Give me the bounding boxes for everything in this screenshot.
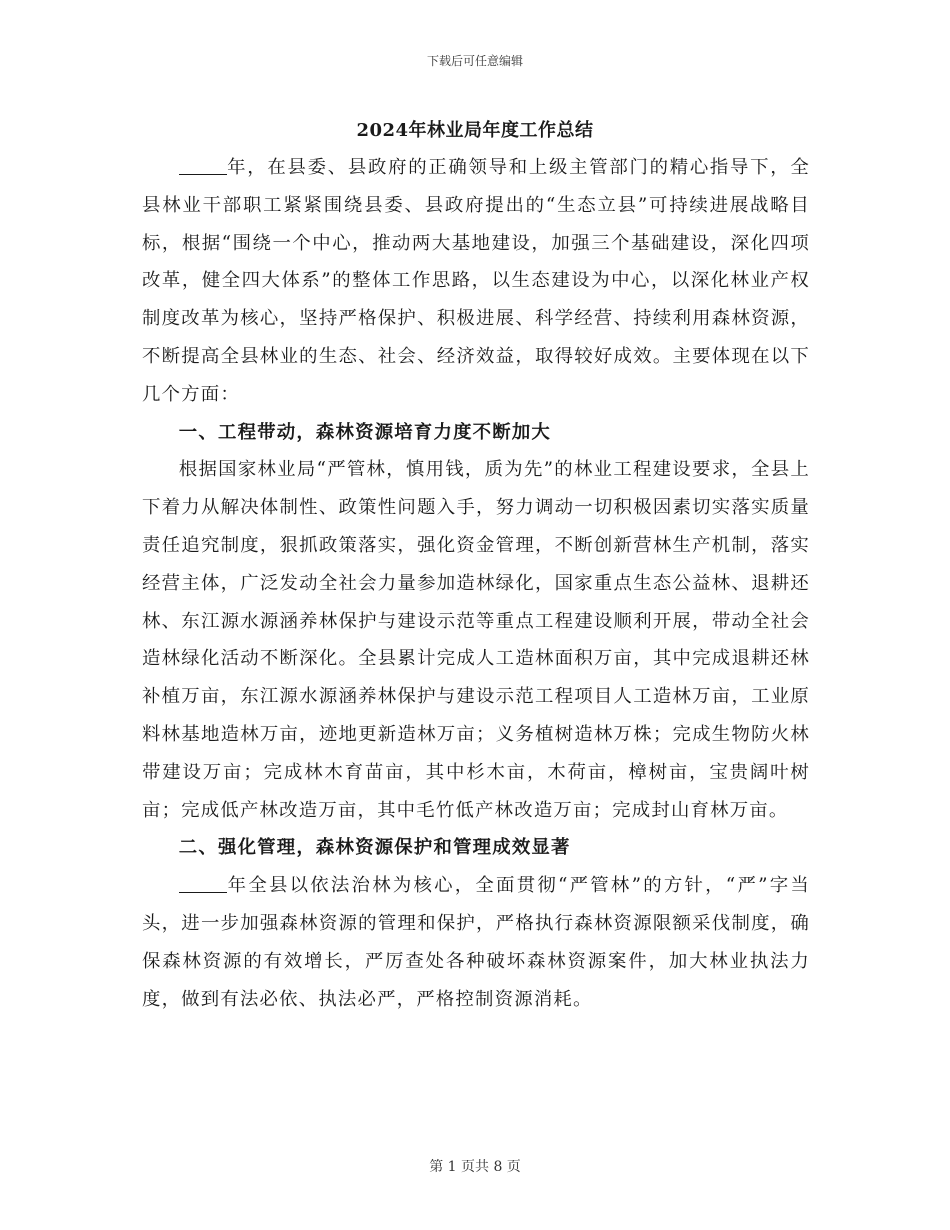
document-title: 2024年林业局年度工作总结 — [356, 120, 594, 141]
section2-heading: 二、强化管理，森林资源保护和管理成效显著 — [178, 837, 571, 859]
section2-paragraph — [142, 867, 810, 1018]
intro-blank — [179, 156, 227, 175]
header-note: 下载后可任意编辑 — [426, 54, 523, 68]
intro-text: 年，在县委、县政府的正确领导和上级主管部门的精心指导下，全县林业干部职工紧紧围绕县委、县政府提出的“生态立县”可持续进展战略目标，根据“围绕一个中心，推动两大基地建设，加强三个基础建设，深化四项改革，健全四大体系”的整体工作思路，以生态建设为中心，以深化林业产权制度改革为核心，坚持严格保护、积极进展、科学经营、持续利用森林资源，不断提高全县林业的生态、社会、经济效益，取得较好成效。主要体现在以下几个方面： — [142, 157, 810, 405]
section1-paragraph: 根据国家林业局“严管林，慎用钱，质为先”的林业工程建设要求，全县上下着力从解决体制性、政策性问题入手，努力调动一切积极因素切实落实质量责任追究制度，狠抓政策落实，强化资金管理，不断创新营林生产机制，落实经营主体，广泛发动全社会力量参加造林绿化，国家重点生态公益林、退耕还林、东江源水源涵养林保护与建设示范等重点工程建设顺利开展，带动全社会造林绿化活动不断深化。全县累计完成人工造林面积万亩，其中完成退耕还林补植万亩，东江源水源涵养林保护与建设示范工程项目人工造林万亩，工业原料林基地造林万亩，迹地更新造林万亩；义务植树造林万株；完成生物防火林带建设万亩；完成林木育苗亩，其中杉木亩，木荷亩，樟树亩，宝贵阔叶树亩；完成低产林改造万亩，其中毛竹低产林改造万亩；完成封山育林万亩。 — [142, 459, 810, 821]
section1-heading: 一、工程带动，森林资源培育力度不断加大 — [178, 421, 552, 443]
document-body — [142, 149, 810, 1018]
page-footer: 第 1 页共 8 页 — [429, 1159, 521, 1175]
section2-blank — [179, 874, 227, 893]
intro-paragraph — [142, 149, 810, 414]
section2-text: 年全县以依法治林为核心，全面贯彻“严管林”的方针，“严”字当头，进一步加强森林资源的管理和保护，严格执行森林资源限额采伐制度，确保森林资源的有效增长，严厉查处各种破坏森林资源案件，加大林业执法力度，做到有法必依、执法必严，严格控制资源消耗。 — [142, 875, 810, 1010]
